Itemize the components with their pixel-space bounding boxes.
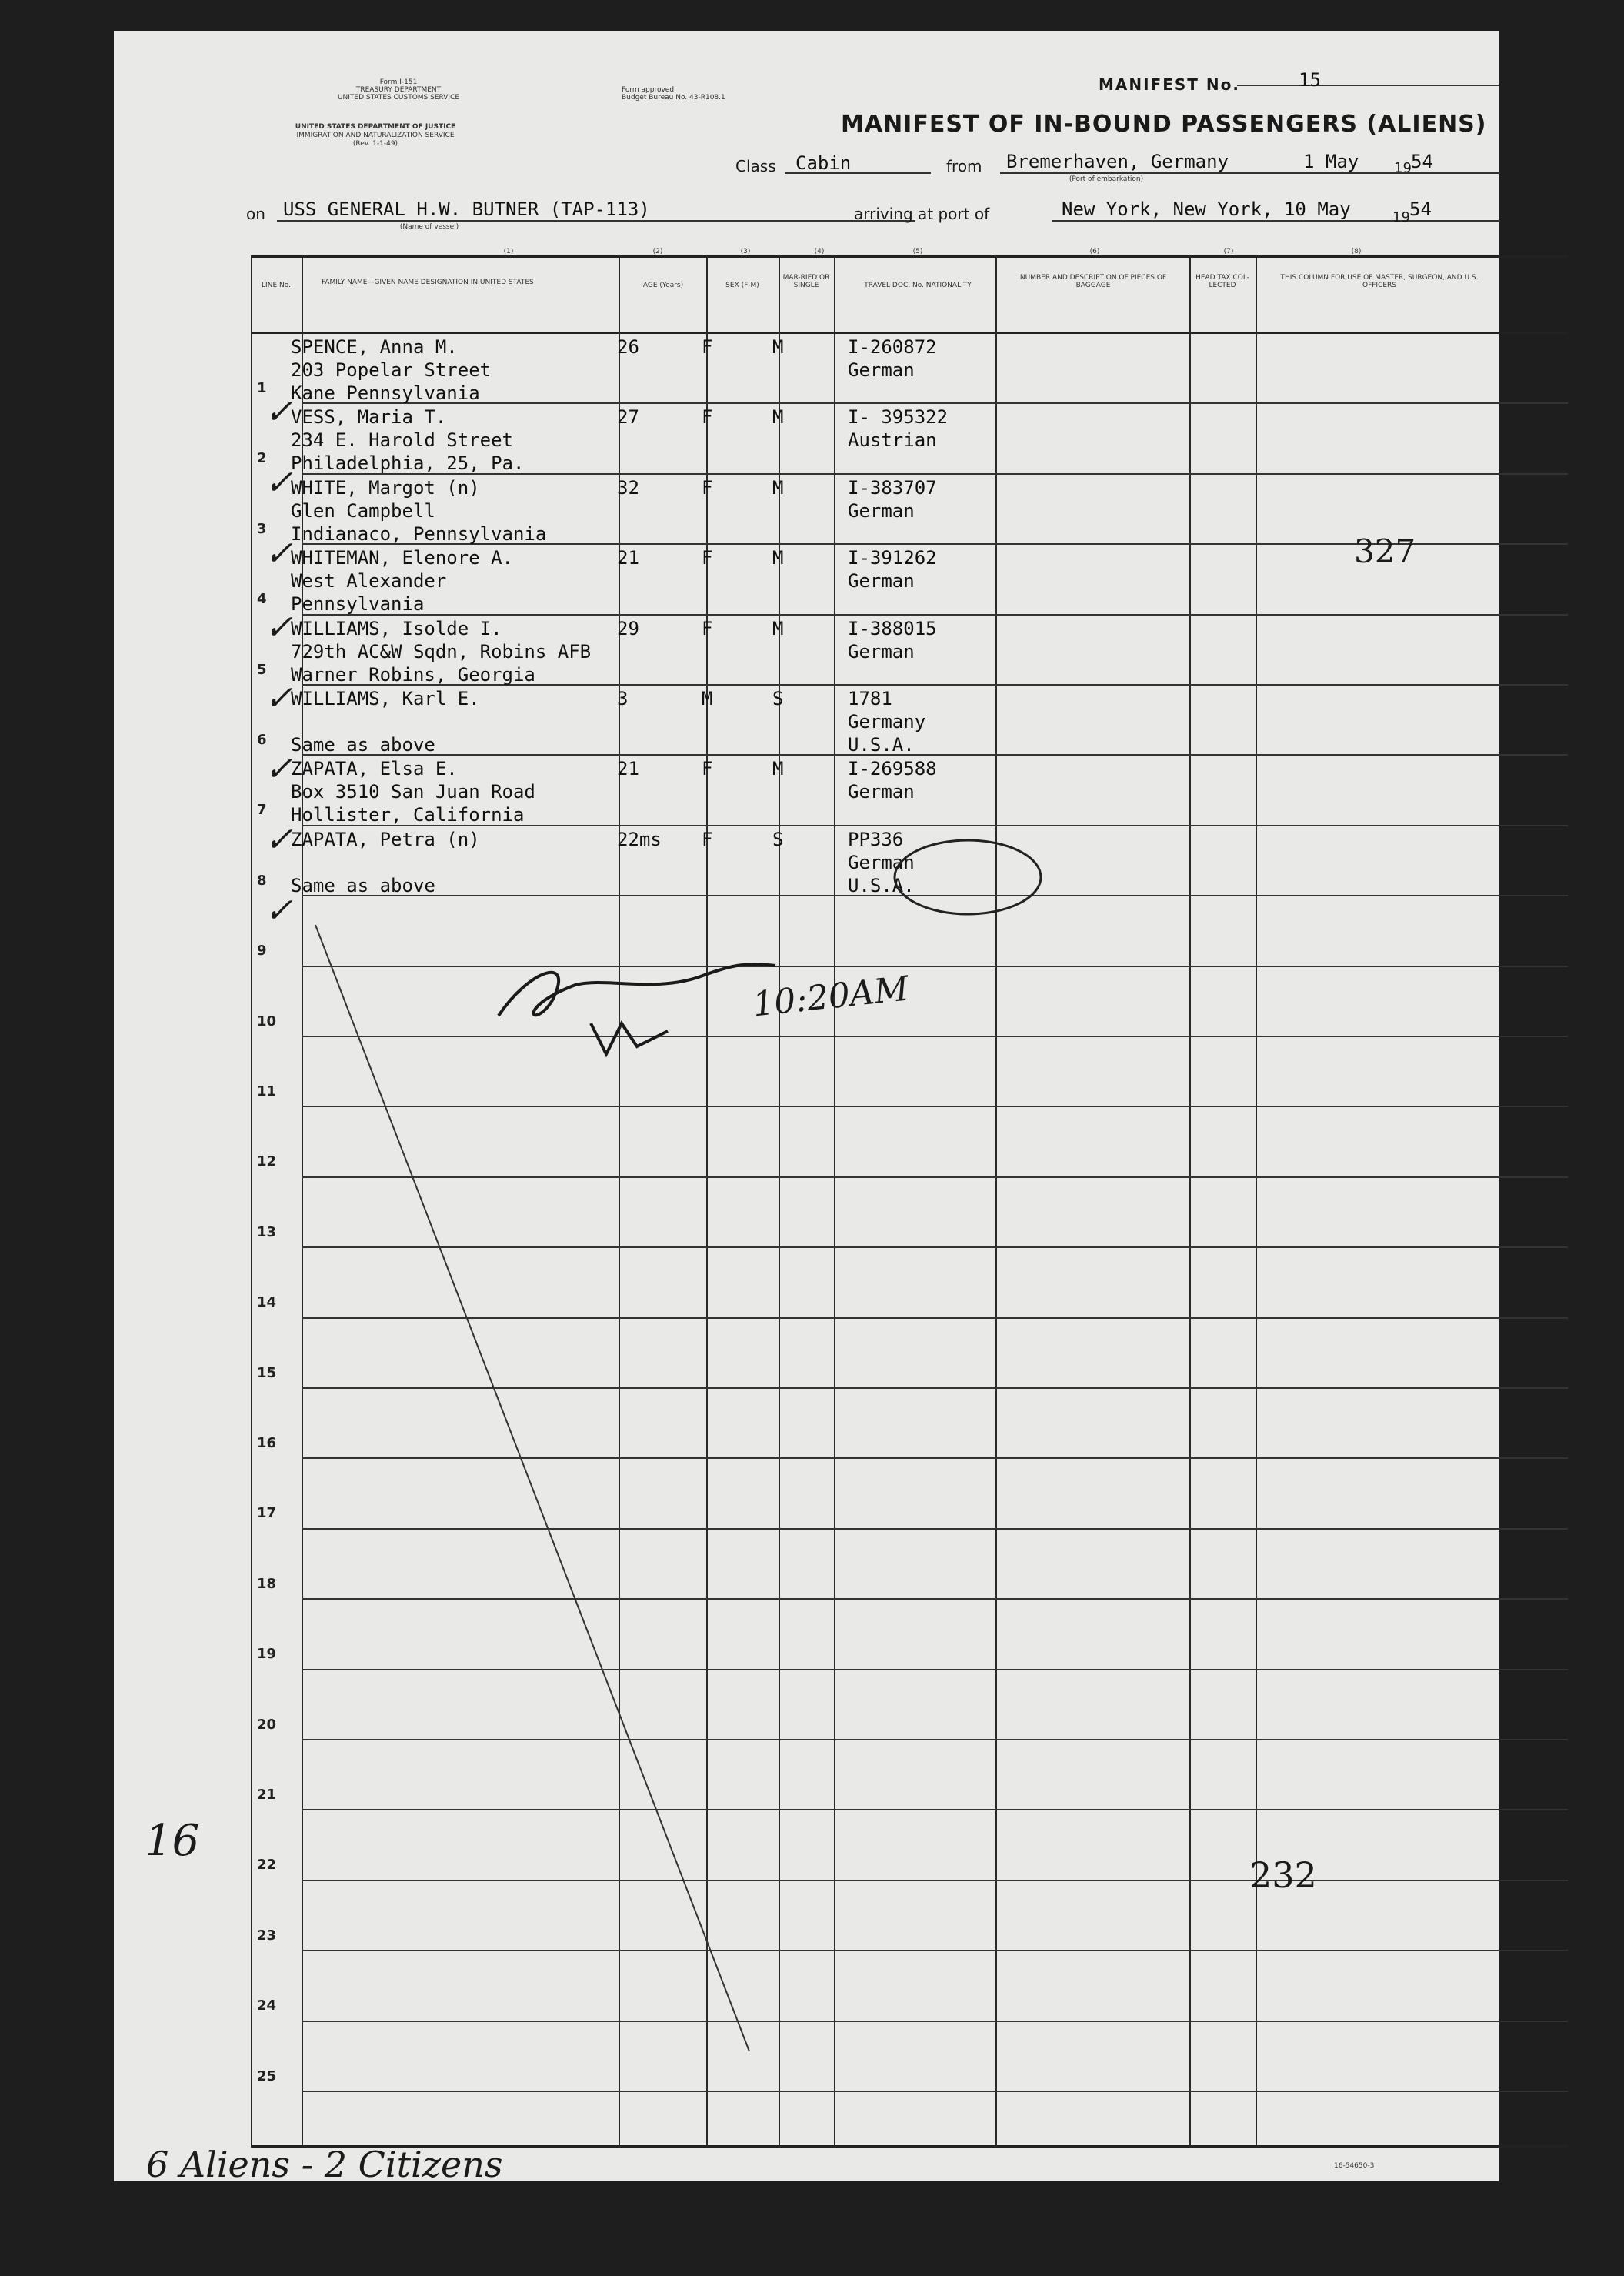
column-number: (6) — [1089, 248, 1100, 255]
arrival-year-suffix: 54 — [1409, 199, 1432, 220]
form-approval: Form approved. — [622, 86, 676, 94]
from-year-prefix: 19 — [1394, 160, 1412, 176]
col-header-sex: SEX (F-M) — [725, 282, 759, 289]
column-number: (1) — [503, 248, 514, 255]
empty-line-number: 10 — [257, 1013, 277, 1030]
bottom-number: 232 — [1249, 1854, 1317, 1896]
column-number: (7) — [1223, 248, 1234, 255]
manifest-number-value: 15 — [1299, 69, 1321, 91]
line-number: 1 — [257, 380, 267, 396]
passenger-age: 3 — [617, 688, 629, 709]
line-number: 7 — [257, 802, 267, 819]
page-title: MANIFEST OF IN-BOUND PASSENGERS (ALIENS) — [841, 111, 1487, 138]
check-mark: ✓ — [265, 534, 293, 573]
line-number: 8 — [257, 872, 267, 889]
port-embarkation-note: (Port of embarkation) — [1069, 175, 1144, 183]
aliens-citizens-note: 6 Aliens - 2 Citizens — [146, 2144, 503, 2185]
manifest-number-label: MANIFEST No. — [1099, 75, 1240, 94]
from-value: Bremerhaven, Germany — [1006, 151, 1229, 172]
from-year-suffix: 54 — [1411, 151, 1433, 172]
col-header-travel-doc: TRAVEL DOC. No. NATIONALITY — [864, 282, 972, 289]
ins-name: IMMIGRATION AND NATURALIZATION SERVICE — [296, 132, 455, 139]
passenger-name: WILLIAMS, Karl E. Same as above — [291, 688, 480, 756]
passenger-sex: F — [702, 617, 713, 639]
passenger-travel-doc: I-260872 German — [848, 336, 937, 381]
column-number: (3) — [740, 248, 751, 255]
empty-line-number: 12 — [257, 1153, 277, 1170]
time-annotation: 10:20AM — [750, 969, 911, 1025]
passenger-name: ZAPATA, Petra (n) Same as above — [291, 828, 480, 896]
passenger-sex: F — [702, 476, 713, 499]
check-mark: ✓ — [265, 891, 293, 930]
check-mark: ✓ — [265, 679, 293, 718]
empty-line-number: 23 — [257, 1927, 277, 1944]
check-mark: ✓ — [265, 820, 293, 859]
passenger-marital-status: M — [772, 406, 784, 429]
column-number: (2) — [652, 248, 663, 255]
passenger-name: WILLIAMS, Isolde I. 729th AC&W Sqdn, Robins AFB Warner Robins, Georgia — [291, 617, 592, 686]
empty-line-number: 22 — [257, 1857, 277, 1874]
passenger-sex: F — [702, 758, 713, 780]
budget-bureau: Budget Bureau No. 43-R108.1 — [622, 94, 725, 102]
passenger-sex: F — [702, 336, 713, 358]
check-mark: ✓ — [265, 392, 293, 432]
passenger-marital-status: M — [772, 476, 784, 499]
from-date: 1 May — [1303, 151, 1359, 172]
empty-line-number: 24 — [257, 1997, 277, 2014]
passenger-sex: F — [702, 406, 713, 429]
passenger-marital-status: M — [772, 547, 784, 569]
passenger-marital-status: M — [772, 758, 784, 780]
class-value: Cabin — [795, 152, 852, 174]
passenger-age: 27 — [617, 406, 639, 429]
passenger-age: 21 — [617, 547, 639, 569]
check-mark: ✓ — [265, 608, 293, 647]
col-header-age: AGE (Years) — [642, 282, 684, 289]
vessel-name-note: (Name of vessel) — [399, 223, 459, 231]
passenger-age: 21 — [617, 758, 639, 780]
col-header-line-no: LINE No. — [262, 282, 291, 289]
col-header-married: MAR-RIED OR SINGLE — [782, 274, 830, 289]
line-number: 5 — [257, 661, 267, 678]
passenger-travel-doc: 1781 Germany U.S.A. — [848, 688, 926, 756]
class-label: Class — [735, 157, 776, 175]
empty-line-number: 13 — [257, 1223, 277, 1240]
stamp-number: 327 — [1354, 532, 1416, 570]
treasury-department: TREASURY DEPARTMENT — [355, 86, 442, 94]
form-number: Form I-151 — [379, 78, 418, 86]
vessel-name: USS GENERAL H.W. BUTNER (TAP-113) — [283, 199, 650, 220]
passenger-name: WHITEMAN, Elenore A. West Alexander Pennsylvania — [291, 547, 513, 616]
arriving-label: arriving at port of — [854, 205, 990, 223]
col-header-officers: THIS COLUMN FOR USE OF MASTER, SURGEON, AND U.S. OFFICERS — [1280, 274, 1479, 289]
passenger-name: VESS, Maria T. 234 E. Harold Street Philadelphia, 25, Pa. — [291, 406, 525, 475]
passenger-marital-status: S — [772, 688, 784, 709]
passenger-age: 29 — [617, 617, 639, 639]
passenger-marital-status: M — [772, 617, 784, 639]
col-header-name: FAMILY NAME—GIVEN NAME DESIGNATION IN UNITED STATES — [322, 279, 534, 286]
empty-line-number: 20 — [257, 1716, 277, 1733]
line-number: 3 — [257, 520, 267, 537]
passenger-age: 22ms — [617, 828, 662, 850]
passenger-sex: F — [702, 547, 713, 569]
passenger-name: SPENCE, Anna M. 203 Popelar Street Kane Pennsylvania — [291, 336, 492, 404]
passenger-travel-doc: I-391262 German — [848, 547, 937, 592]
empty-line-number: 19 — [257, 1646, 277, 1663]
empty-line-number: 21 — [257, 1787, 277, 1803]
passenger-age: 26 — [617, 336, 639, 358]
form-revision: (Rev. 1-1-49) — [352, 140, 398, 148]
passenger-name: ZAPATA, Elsa E. Box 3510 San Juan Road Hollister, California — [291, 758, 535, 826]
check-mark: ✓ — [265, 749, 293, 789]
passenger-travel-doc: I- 395322 Austrian — [848, 406, 949, 452]
empty-line-number: 14 — [257, 1294, 277, 1311]
empty-line-number: 25 — [257, 2067, 277, 2084]
column-number: (5) — [912, 248, 923, 255]
printer-code: 16-54650-3 — [1334, 2162, 1375, 2170]
passenger-travel-doc: I-383707 German — [848, 476, 937, 522]
justice-department: UNITED STATES DEPARTMENT OF JUSTICE — [295, 123, 456, 131]
arrival-port: New York, New York, 10 May — [1062, 199, 1351, 220]
passenger-travel-doc: PP336 German U.S.A. — [848, 828, 915, 896]
line-number: 2 — [257, 450, 267, 467]
empty-line-number: 17 — [257, 1505, 277, 1522]
on-label: on — [246, 205, 265, 223]
empty-line-number: 15 — [257, 1364, 277, 1381]
customs-service: UNITED STATES CUSTOMS SERVICE — [337, 94, 460, 102]
margin-number: 16 — [145, 1816, 200, 1866]
col-header-head-tax: HEAD TAX COL-LECTED — [1195, 274, 1249, 289]
passenger-age: 32 — [617, 476, 639, 499]
column-number: (8) — [1351, 248, 1362, 255]
passenger-name: WHITE, Margot (n) Glen Campbell Indianaco, Pennsylvania — [291, 476, 547, 545]
column-number: (4) — [814, 248, 825, 255]
passenger-travel-doc: I-269588 German — [848, 758, 937, 803]
col-header-baggage: NUMBER AND DESCRIPTION OF PIECES OF BAGGAGE — [1019, 274, 1167, 289]
from-label: from — [946, 157, 982, 175]
passenger-marital-status: M — [772, 336, 784, 358]
empty-line-number: 18 — [257, 1575, 277, 1592]
empty-line-number: 16 — [257, 1435, 277, 1451]
check-mark: ✓ — [265, 463, 293, 502]
line-number: 6 — [257, 732, 267, 748]
empty-line-number: 11 — [257, 1083, 277, 1100]
passenger-marital-status: S — [772, 828, 784, 850]
passenger-travel-doc: I-388015 German — [848, 617, 937, 662]
line-number: 4 — [257, 591, 267, 608]
arrival-year-prefix: 19 — [1392, 209, 1410, 225]
passenger-sex: F — [702, 828, 713, 850]
passenger-sex: M — [702, 688, 713, 709]
manifest-page — [114, 31, 1499, 2185]
empty-line-number: 9 — [257, 943, 267, 959]
